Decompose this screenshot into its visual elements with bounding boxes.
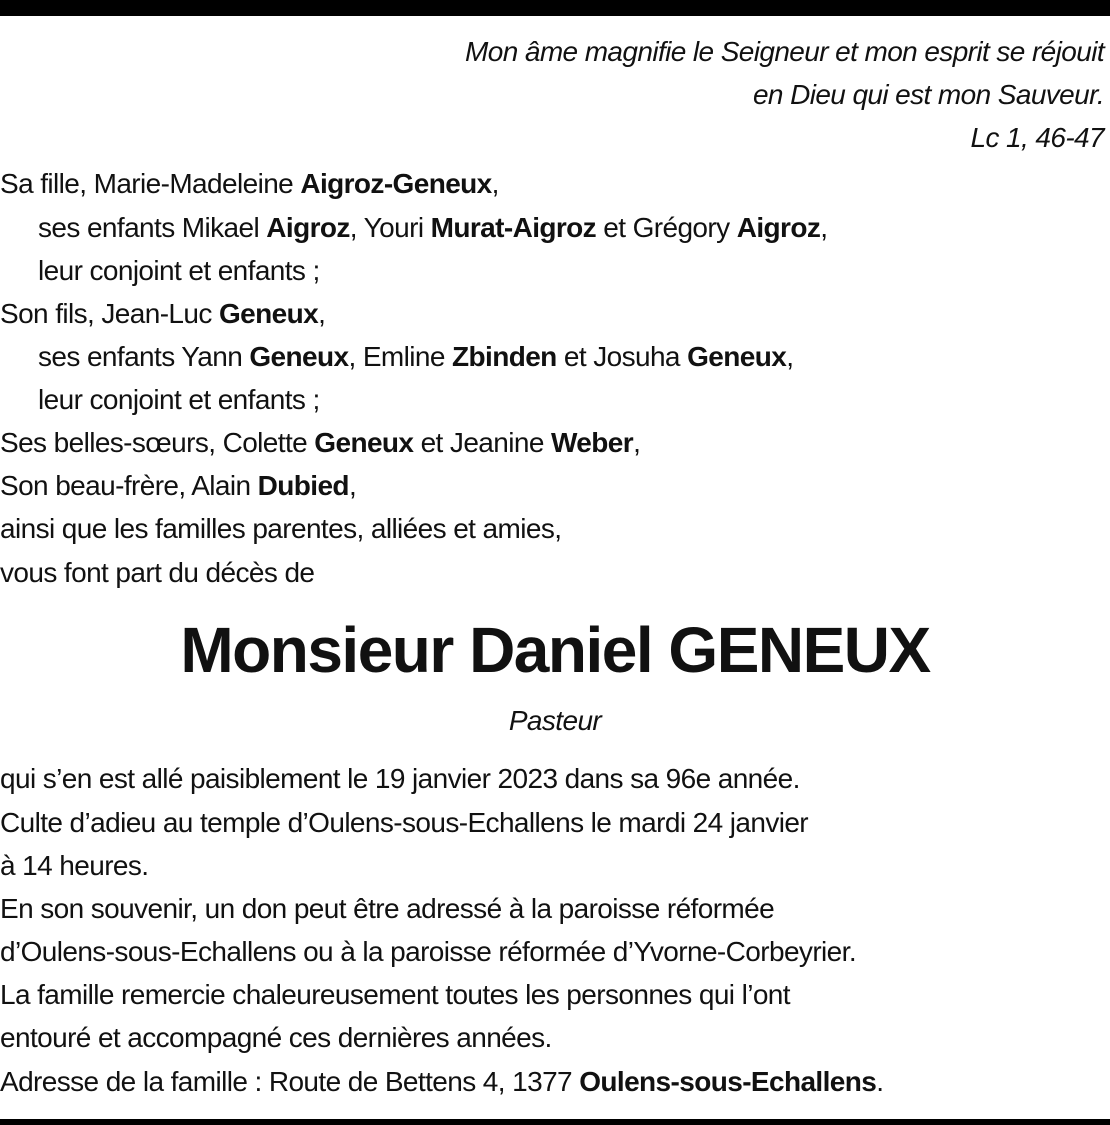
bible-quote-line-1: Mon âme magnifie le Seigneur et mon esprit se réjouit xyxy=(465,36,1104,67)
family-line-son: Son fils, Jean-Luc Geneux, xyxy=(0,298,326,329)
deceased-name: Monsieur Daniel GENEUX xyxy=(180,614,930,686)
detail-line-family-address: Adresse de la famille : Route de Bettens 4, 1377 Oulens-sous-Echallens. xyxy=(0,1066,884,1097)
detail-line-donation-2: d’Oulens-sous-Echallens ou à la paroisse réformée d’Yvorne-Corbeyrier. xyxy=(0,936,856,967)
family-line-son-partners: leur conjoint et enfants ; xyxy=(38,384,320,415)
top-border-rule xyxy=(0,0,1110,16)
deceased-title: Pasteur xyxy=(508,705,602,736)
family-line-announcement: vous font part du décès de xyxy=(0,557,315,588)
detail-line-thanks-1: La famille remercie chaleureusement toutes les personnes qui l’ont xyxy=(0,979,790,1010)
bible-quote-reference: Lc 1, 46-47 xyxy=(970,122,1104,153)
bible-quote-line-2: en Dieu qui est mon Sauveur. xyxy=(752,79,1104,110)
family-line-daughter-partners: leur conjoint et enfants ; xyxy=(38,255,320,286)
detail-line-service: Culte d’adieu au temple d’Oulens-sous-Echallens le mardi 24 janvier xyxy=(0,807,809,838)
detail-line-donation-1: En son souvenir, un don peut être adressé à la paroisse réformée xyxy=(0,893,775,924)
family-line-son-children: ses enfants Yann Geneux, Emline Zbinden et Josuha Geneux, xyxy=(38,341,794,372)
family-line-relatives: ainsi que les familles parentes, alliées et amies, xyxy=(0,513,562,544)
family-line-sisters-in-law: Ses belles-sœurs, Colette Geneux et Jeanine Weber, xyxy=(0,427,641,458)
detail-line-thanks-2: entouré et accompagné ces dernières années. xyxy=(0,1022,552,1053)
family-line-daughter-children: ses enfants Mikael Aigroz, Youri Murat-Aigroz et Grégory Aigroz, xyxy=(38,212,828,243)
detail-line-service-time: à 14 heures. xyxy=(0,850,149,881)
family-line-daughter: Sa fille, Marie-Madeleine Aigroz-Geneux, xyxy=(0,168,499,199)
family-line-brother-in-law: Son beau-frère, Alain Dubied, xyxy=(0,470,357,501)
detail-line-passing: qui s’en est allé paisiblement le 19 janvier 2023 dans sa 96e année. xyxy=(0,763,800,794)
bottom-border-rule xyxy=(0,1119,1110,1125)
